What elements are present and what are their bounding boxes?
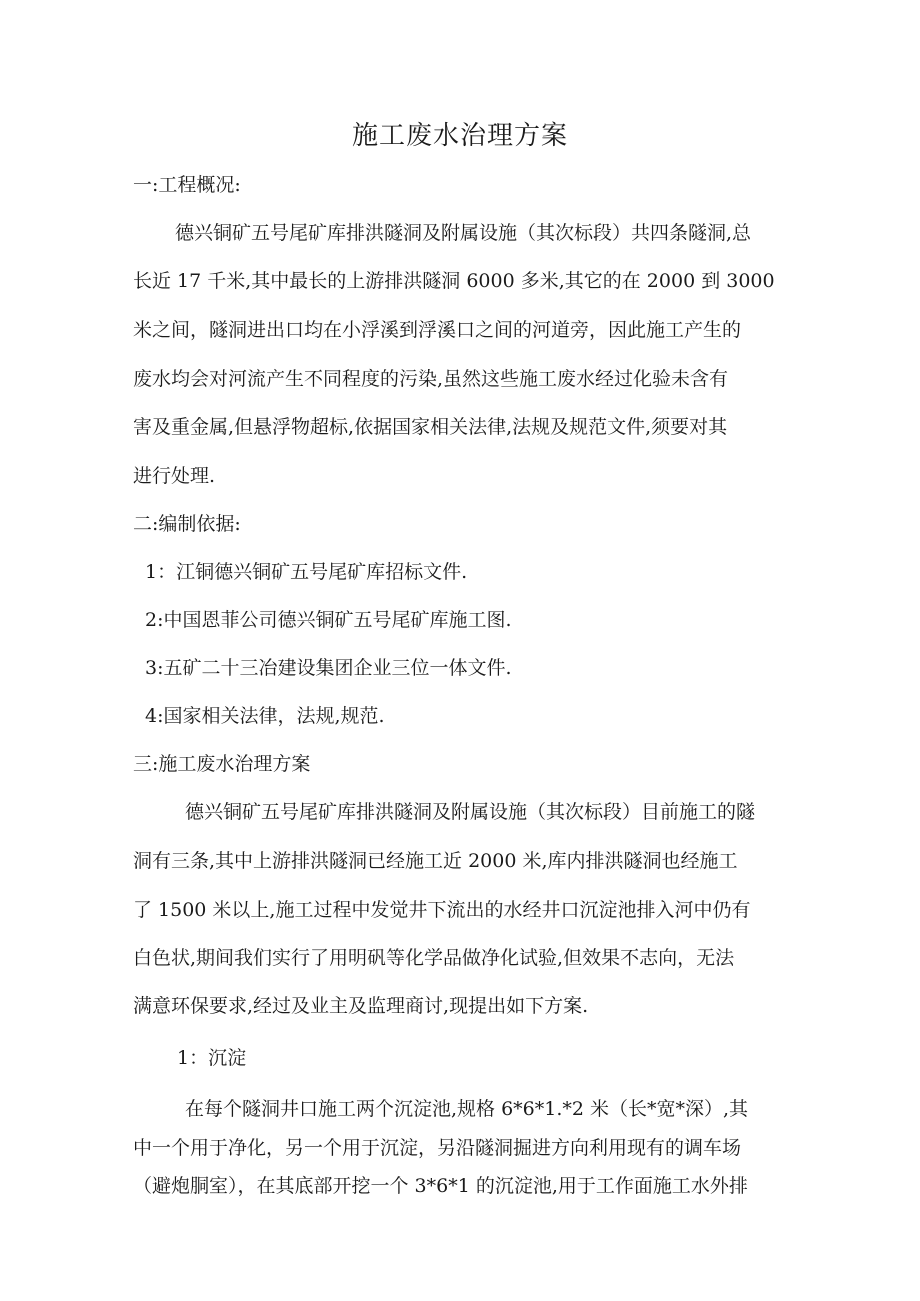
document-title: 施工废水治理方案 xyxy=(351,121,568,151)
list-item: 2:中国恩菲公司德兴铜矿五号尾矿库施工图. xyxy=(145,609,512,631)
list-item: 4:国家相关法律，法规,规范. xyxy=(145,705,385,727)
paragraph-line: 德兴铜矿五号尾矿库排洪隧洞及附属设施（其次标段）目前施工的隧 xyxy=(185,801,756,823)
paragraph-line: 进行处理. xyxy=(133,465,216,487)
paragraph-line: 洞有三条,其中上游排洪隧洞已经施工近 2000 米,库内排洪隧洞也经施工 xyxy=(133,850,738,872)
paragraph-line: 害及重金属,但悬浮物超标,依据国家相关法律,法规及规范文件,须要对其 xyxy=(133,416,728,438)
paragraph-line: 德兴铜矿五号尾矿库排洪隧洞及附属设施（其次标段）共四条隧洞,总 xyxy=(175,222,752,244)
subsection-heading-sedimentation: 1：沉淀 xyxy=(177,1047,247,1069)
paragraph-line: 中一个用于净化，另一个用于沉淀，另沿隧洞掘进方向利用现有的调车场 xyxy=(133,1137,742,1159)
paragraph-line: 白色状,期间我们实行了用明矾等化学品做净化试验,但效果不志向，无法 xyxy=(133,947,735,969)
paragraph-line: 满意环保要求,经过及业主及监理商讨,现提出如下方案. xyxy=(133,995,589,1017)
paragraph-line: 废水均会对河流产生不同程度的污染,虽然这些施工废水经过化验未含有 xyxy=(133,368,729,390)
paragraph-line: 长近 17 千米,其中最长的上游排洪隧洞 6000 多米,其它的在 2000 到 3000 xyxy=(133,270,775,292)
paragraph-line: 米之间，隧洞进出口均在小浮溪到浮溪口之间的河道旁，因此施工产生的 xyxy=(133,319,742,341)
paragraph-line: （避炮胴室），在其底部开挖一个 3*6*1 的沉淀池,用于工作面施工水外排 xyxy=(133,1175,748,1197)
section-heading-overview: 一:工程概况: xyxy=(133,174,241,196)
section-heading-basis: 二:编制依据: xyxy=(133,513,241,535)
paragraph-line: 在每个隧洞井口施工两个沉淀池,规格 6*6*1.*2 米（长*宽*深）,其 xyxy=(185,1098,749,1120)
section-heading-plan: 三:施工废水治理方案 xyxy=(133,753,311,775)
paragraph-line: 了 1500 米以上,施工过程中发觉井下流出的水经井口沉淀池排入河中仍有 xyxy=(133,899,751,921)
list-item: 1：江铜德兴铜矿五号尾矿库招标文件. xyxy=(145,561,468,583)
list-item: 3:五矿二十三冶建设集团企业三位一体文件. xyxy=(145,657,512,679)
